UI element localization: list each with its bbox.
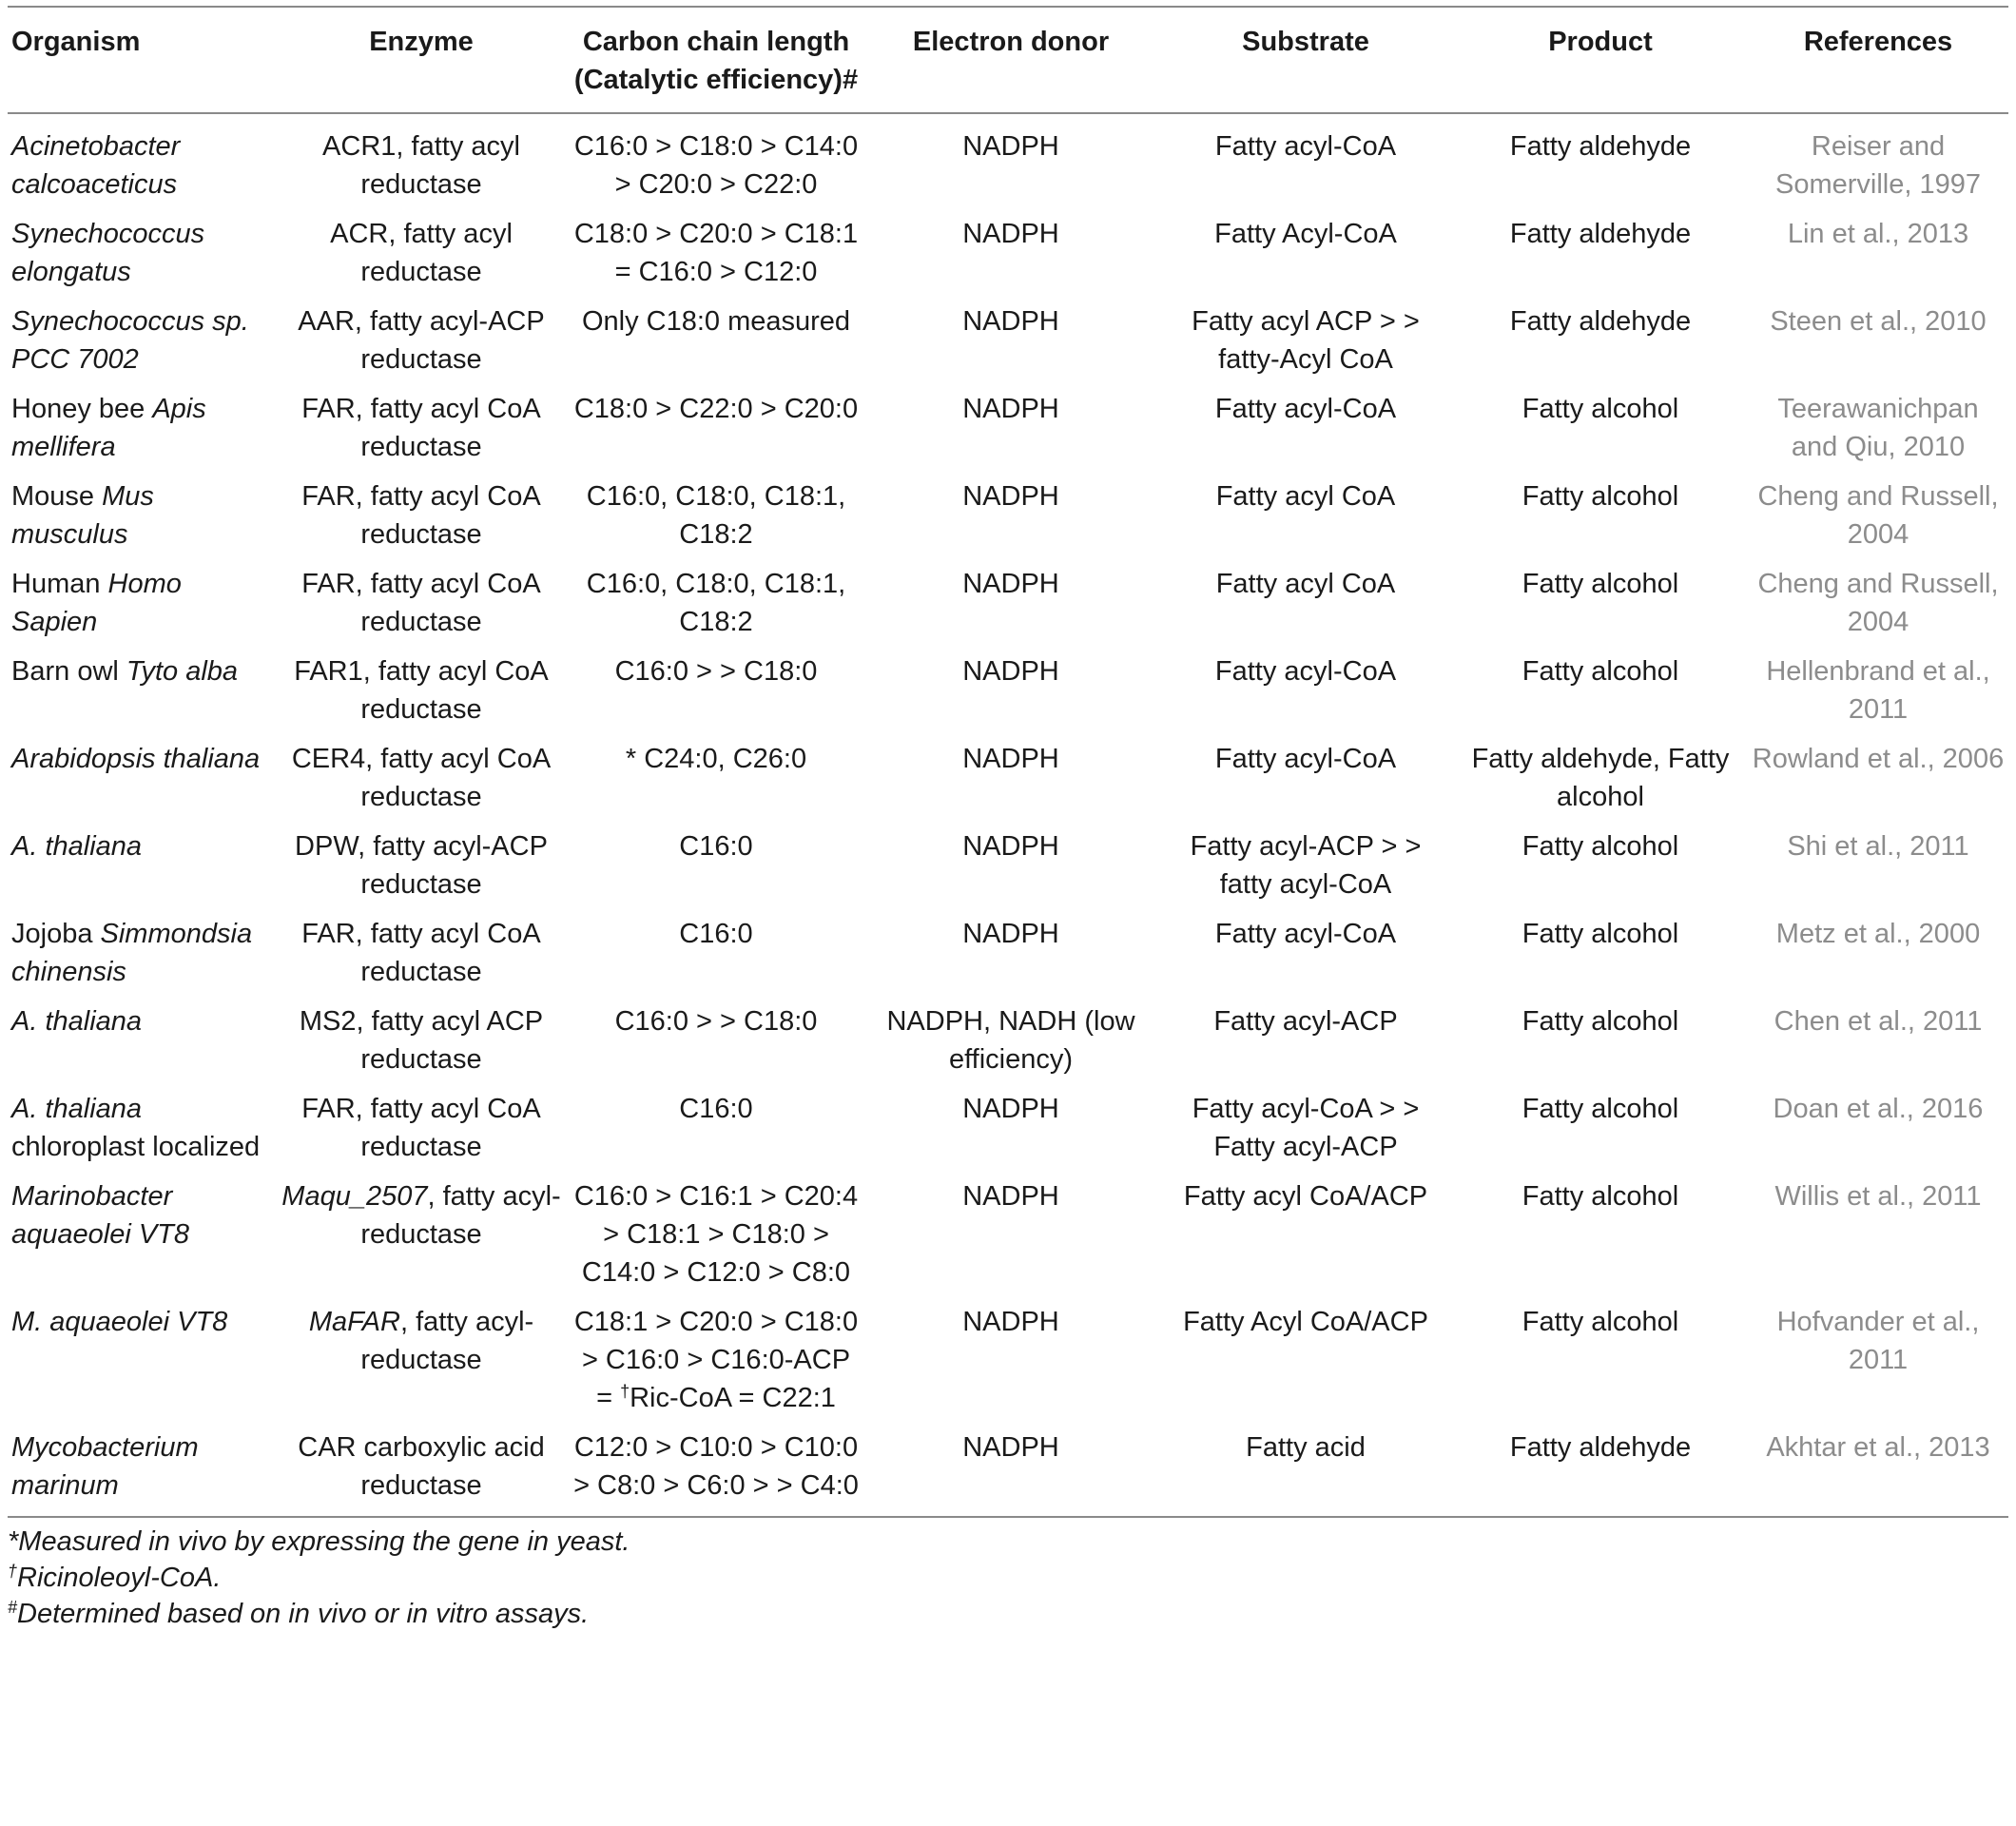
cell-electron-donor: NADPH xyxy=(863,1421,1158,1517)
text-run: , fatty acyl-reductase xyxy=(360,1307,534,1375)
text-run: Barn owl xyxy=(11,656,126,687)
cell-carbon-chain-length xyxy=(569,1170,863,1295)
cell-organism xyxy=(8,113,274,207)
cell-substrate: Fatty Acyl-CoA xyxy=(1214,219,1397,249)
cell-substrate: Fatty acyl-ACP xyxy=(1213,1006,1398,1037)
cell-substrate: Fatty acyl-ACP > > fatty acyl-CoA xyxy=(1190,831,1422,900)
cell-enzyme xyxy=(274,1170,569,1295)
cell-organism xyxy=(8,1082,274,1170)
cell-product: Fatty alcohol xyxy=(1522,1094,1679,1124)
cell-organism xyxy=(8,907,274,995)
cell-substrate: Fatty acyl CoA/ACP xyxy=(1183,1181,1428,1212)
table-row xyxy=(8,295,2008,382)
cell-product: Fatty alcohol xyxy=(1522,919,1679,949)
footnote xyxy=(8,1524,2008,1560)
cell-carbon-chain-length xyxy=(569,207,863,295)
text-run: FAR1, fatty acyl CoA reductase xyxy=(294,656,549,725)
cell-organism xyxy=(8,1170,274,1295)
cell-carbon-chain-length xyxy=(569,820,863,907)
text-run: C16:0, C18:0, C18:1, C18:2 xyxy=(586,481,846,550)
cell-reference: Willis et al., 2011 xyxy=(1774,1181,1982,1212)
cell-enzyme xyxy=(274,1421,569,1517)
cell-carbon-chain-length xyxy=(569,295,863,382)
header-electron-donor: Electron donor xyxy=(863,7,1158,113)
text-run: chloroplast localized xyxy=(11,1132,261,1162)
text-run: A. thaliana xyxy=(11,1006,143,1037)
cell-substrate: Fatty acid xyxy=(1158,1421,1453,1517)
cell-electron-donor: NADPH xyxy=(962,219,1059,249)
table-row xyxy=(8,382,2008,470)
cell-reference: Reiser and Somerville, 1997 xyxy=(1775,131,1981,200)
cell-reference: Cheng and Russell, 2004 xyxy=(1757,569,1999,637)
text-run: Ric-CoA = C22:1 xyxy=(630,1383,836,1413)
cell-organism xyxy=(8,1295,274,1421)
cell-product: Fatty alcohol xyxy=(1522,1006,1679,1037)
cell-electron-donor: NADPH xyxy=(962,131,1059,162)
cell-product: Fatty alcohol xyxy=(1522,831,1679,862)
cell-reference: Steen et al., 2010 xyxy=(1770,306,1987,337)
text-run: Human xyxy=(11,569,108,599)
table-row xyxy=(8,113,2008,207)
cell-electron-donor: NADPH xyxy=(962,306,1059,337)
cell-enzyme xyxy=(274,207,569,295)
text-run: C16:0, C18:0, C18:1, C18:2 xyxy=(586,569,846,637)
cell-product: Fatty aldehyde xyxy=(1509,219,1692,249)
footnote-symbol: † xyxy=(8,1562,18,1581)
text-run: FAR, fatty acyl CoA reductase xyxy=(301,394,541,462)
cell-product: Fatty aldehyde xyxy=(1509,131,1692,162)
text-run: Acinetobacter calcoaceticus xyxy=(11,131,181,200)
table-row xyxy=(8,820,2008,907)
cell-reference: Cheng and Russell, 2004 xyxy=(1757,481,1999,550)
text-run: FAR, fatty acyl CoA reductase xyxy=(301,1094,541,1162)
cell-electron-donor: NADPH xyxy=(962,1307,1059,1337)
text-run: Arabidopsis thaliana xyxy=(11,744,261,774)
cell-reference: Hellenbrand et al., 2011 xyxy=(1766,656,1990,725)
text-run: C18:0 > C22:0 > C20:0 xyxy=(573,394,859,424)
cell-organism xyxy=(8,295,274,382)
text-run: Mouse xyxy=(11,481,103,512)
header-references: References xyxy=(1748,7,2008,113)
cell-product: Fatty alcohol xyxy=(1522,569,1679,599)
text-run: Jojoba xyxy=(11,919,101,949)
table-row xyxy=(8,557,2008,645)
footnote-text: *Measured in vivo by expressing the gene in yeast. xyxy=(8,1526,630,1557)
footnote xyxy=(8,1560,2008,1596)
cell-reference: Teerawanichpan and Qiu, 2010 xyxy=(1777,394,1979,462)
cell-enzyme xyxy=(274,995,569,1082)
text-run: A. thaliana xyxy=(11,1094,143,1124)
header-organism: Organism xyxy=(8,7,274,113)
cell-organism xyxy=(8,820,274,907)
header-product: Product xyxy=(1453,7,1748,113)
text-run: Synechococcus elongatus xyxy=(11,219,205,287)
cell-substrate: Fatty acyl-CoA xyxy=(1214,656,1397,687)
text-run: ACR, fatty acyl reductase xyxy=(330,219,513,287)
text-run: Mycobacterium marinum xyxy=(11,1432,199,1501)
text-run: C16:0 > C16:1 > C20:4 > C18:1 > C18:0 > C14:0 > C12:0 > C8:0 xyxy=(573,1181,859,1288)
text-run: Synechococcus sp. PCC 7002 xyxy=(11,306,249,375)
table-row xyxy=(8,1082,2008,1170)
reductase-table xyxy=(8,6,2008,1518)
cell-carbon-chain-length xyxy=(569,995,863,1082)
cell-electron-donor: NADPH xyxy=(962,744,1059,774)
text-run: MaFAR xyxy=(308,1307,400,1337)
cell-organism xyxy=(8,995,274,1082)
cell-product: Fatty alcohol xyxy=(1522,1307,1679,1337)
cell-electron-donor: NADPH xyxy=(962,481,1059,512)
table-row xyxy=(8,995,2008,1082)
footnote-text: Determined based on in vivo or in vitro assays. xyxy=(17,1599,590,1629)
text-run: Homo Sapien xyxy=(11,569,182,637)
cell-reference: Doan et al., 2016 xyxy=(1773,1094,1984,1124)
cell-carbon-chain-length xyxy=(569,113,863,207)
cell-electron-donor: NADPH xyxy=(962,1094,1059,1124)
cell-substrate: Fatty acyl ACP > > fatty-Acyl CoA xyxy=(1192,306,1420,375)
text-run: C18:0 > C20:0 > C18:1 = C16:0 > C12:0 xyxy=(573,219,859,287)
cell-electron-donor: NADPH xyxy=(962,919,1059,949)
text-run: DPW, fatty acyl-ACP reductase xyxy=(295,831,548,900)
text-run: FAR, fatty acyl CoA reductase xyxy=(301,569,541,637)
text-run: A. thaliana xyxy=(11,831,143,862)
footnotes xyxy=(8,1524,2008,1632)
text-run: M. aquaeolei VT8 xyxy=(11,1307,228,1337)
cell-carbon-chain-length xyxy=(569,645,863,732)
cell-organism xyxy=(8,732,274,820)
cell-enzyme xyxy=(274,1082,569,1170)
cell-substrate: Fatty acyl-CoA xyxy=(1214,394,1397,424)
cell-enzyme xyxy=(274,295,569,382)
text-run: C16:0 > > C18:0 xyxy=(614,656,818,687)
cell-product: Fatty aldehyde xyxy=(1453,1421,1748,1517)
table-row xyxy=(8,1421,2008,1517)
table-row xyxy=(8,470,2008,557)
cell-organism xyxy=(8,557,274,645)
text-run: Marinobacter aquaeolei VT8 xyxy=(11,1181,190,1250)
cell-enzyme xyxy=(274,382,569,470)
text-run: Only C18:0 measured xyxy=(581,306,851,337)
table-row xyxy=(8,907,2008,995)
table-header-row xyxy=(8,7,2008,113)
text-run: C16:0 > C18:0 > C14:0 > C20:0 > C22:0 xyxy=(573,131,859,200)
cell-product: Fatty aldehyde, Fatty alcohol xyxy=(1471,744,1730,812)
cell-enzyme xyxy=(274,557,569,645)
cell-product: Fatty aldehyde xyxy=(1509,306,1692,337)
cell-organism xyxy=(8,645,274,732)
cell-electron-donor: NADPH xyxy=(962,394,1059,424)
cell-carbon-chain-length xyxy=(569,470,863,557)
header-substrate: Substrate xyxy=(1158,7,1453,113)
cell-electron-donor: NADPH xyxy=(962,831,1059,862)
text-run: Simmondsia chinensis xyxy=(11,919,253,987)
cell-electron-donor: NADPH xyxy=(962,1181,1059,1212)
cell-enzyme xyxy=(274,645,569,732)
cell-reference: Lin et al., 2013 xyxy=(1787,219,1969,249)
text-run: MS2, fatty acyl ACP reductase xyxy=(299,1006,544,1075)
text-run: , fatty acyl-reductase xyxy=(360,1181,561,1250)
cell-organism xyxy=(8,470,274,557)
cell-substrate: Fatty acyl-CoA xyxy=(1214,919,1397,949)
cell-product: Fatty alcohol xyxy=(1522,1181,1679,1212)
cell-carbon-chain-length xyxy=(569,907,863,995)
cell-enzyme xyxy=(274,113,569,207)
cell-enzyme xyxy=(274,907,569,995)
cell-reference: Hofvander et al., 2011 xyxy=(1776,1307,1980,1375)
cell-substrate: Fatty acyl-CoA xyxy=(1214,744,1397,774)
text-run: † xyxy=(620,1382,630,1401)
cell-reference: Metz et al., 2000 xyxy=(1775,919,1981,949)
text-run: C16:0 xyxy=(679,1094,753,1124)
text-run: AAR, fatty acyl-ACP reductase xyxy=(298,306,545,375)
cell-substrate: Fatty acyl CoA xyxy=(1215,569,1396,599)
text-run: Honey bee xyxy=(11,394,153,424)
cell-carbon-chain-length xyxy=(569,557,863,645)
table-row xyxy=(8,207,2008,295)
table-row xyxy=(8,1295,2008,1421)
cell-enzyme xyxy=(274,470,569,557)
cell-organism xyxy=(8,1421,274,1517)
header-enzyme: Enzyme xyxy=(274,7,569,113)
cell-substrate: Fatty acyl-CoA > > Fatty acyl-ACP xyxy=(1192,1094,1420,1162)
text-run: C18:1 > C20:0 > C18:0 > C16:0 > C16:0-ACP = xyxy=(573,1307,859,1413)
text-run: Tyto alba xyxy=(126,656,239,687)
cell-reference: Rowland et al., 2006 xyxy=(1752,744,2005,774)
cell-carbon-chain-length xyxy=(569,1295,863,1421)
text-run: Mus musculus xyxy=(11,481,154,550)
cell-carbon-chain-length xyxy=(569,732,863,820)
table-row xyxy=(8,732,2008,820)
header-carbon-chain-length: Carbon chain length (Catalytic efficiency)# xyxy=(569,7,863,113)
table-body xyxy=(8,113,2008,1517)
cell-organism xyxy=(8,207,274,295)
text-run: C16:0 xyxy=(679,831,753,862)
cell-substrate: Fatty Acyl CoA/ACP xyxy=(1183,1307,1428,1337)
table-container xyxy=(8,6,2008,1632)
footnote-symbol: # xyxy=(8,1598,18,1617)
text-run: C16:0 xyxy=(679,919,753,949)
cell-product: Fatty alcohol xyxy=(1522,656,1679,687)
cell-substrate: Fatty acyl CoA xyxy=(1215,481,1396,512)
cell-carbon-chain-length xyxy=(569,1082,863,1170)
text-run: C12:0 > C10:0 > C10:0 > C8:0 > C6:0 > > C4:0 xyxy=(573,1432,859,1501)
text-run: FAR, fatty acyl CoA reductase xyxy=(301,919,541,987)
table-row xyxy=(8,645,2008,732)
cell-product: Fatty alcohol xyxy=(1522,481,1679,512)
text-run: Maqu_2507 xyxy=(281,1181,428,1212)
cell-carbon-chain-length xyxy=(569,1421,863,1517)
cell-enzyme xyxy=(274,732,569,820)
footnote xyxy=(8,1596,2008,1632)
text-run: ACR1, fatty acyl reductase xyxy=(322,131,520,200)
cell-electron-donor: NADPH xyxy=(962,656,1059,687)
cell-reference: Chen et al., 2011 xyxy=(1774,1006,1983,1037)
text-run: * C24:0, C26:0 xyxy=(625,744,807,774)
cell-enzyme xyxy=(274,820,569,907)
table-row xyxy=(8,1170,2008,1295)
text-run: FAR, fatty acyl CoA reductase xyxy=(301,481,541,550)
cell-electron-donor: NADPH xyxy=(962,569,1059,599)
cell-electron-donor: NADPH, NADH (low efficiency) xyxy=(886,1006,1135,1075)
cell-product: Fatty alcohol xyxy=(1522,394,1679,424)
cell-reference: Akhtar et al., 2013 xyxy=(1748,1421,2008,1517)
text-run: CER4, fatty acyl CoA reductase xyxy=(291,744,552,812)
text-run: CAR carboxylic acid reductase xyxy=(298,1432,545,1501)
cell-reference: Shi et al., 2011 xyxy=(1787,831,1969,862)
cell-organism xyxy=(8,382,274,470)
cell-substrate: Fatty acyl-CoA xyxy=(1214,131,1397,162)
text-run: C16:0 > > C18:0 xyxy=(614,1006,818,1037)
cell-enzyme xyxy=(274,1295,569,1421)
text-run: Apis mellifera xyxy=(11,394,206,462)
footnote-text: Ricinoleoyl-CoA. xyxy=(17,1563,222,1593)
cell-carbon-chain-length xyxy=(569,382,863,470)
